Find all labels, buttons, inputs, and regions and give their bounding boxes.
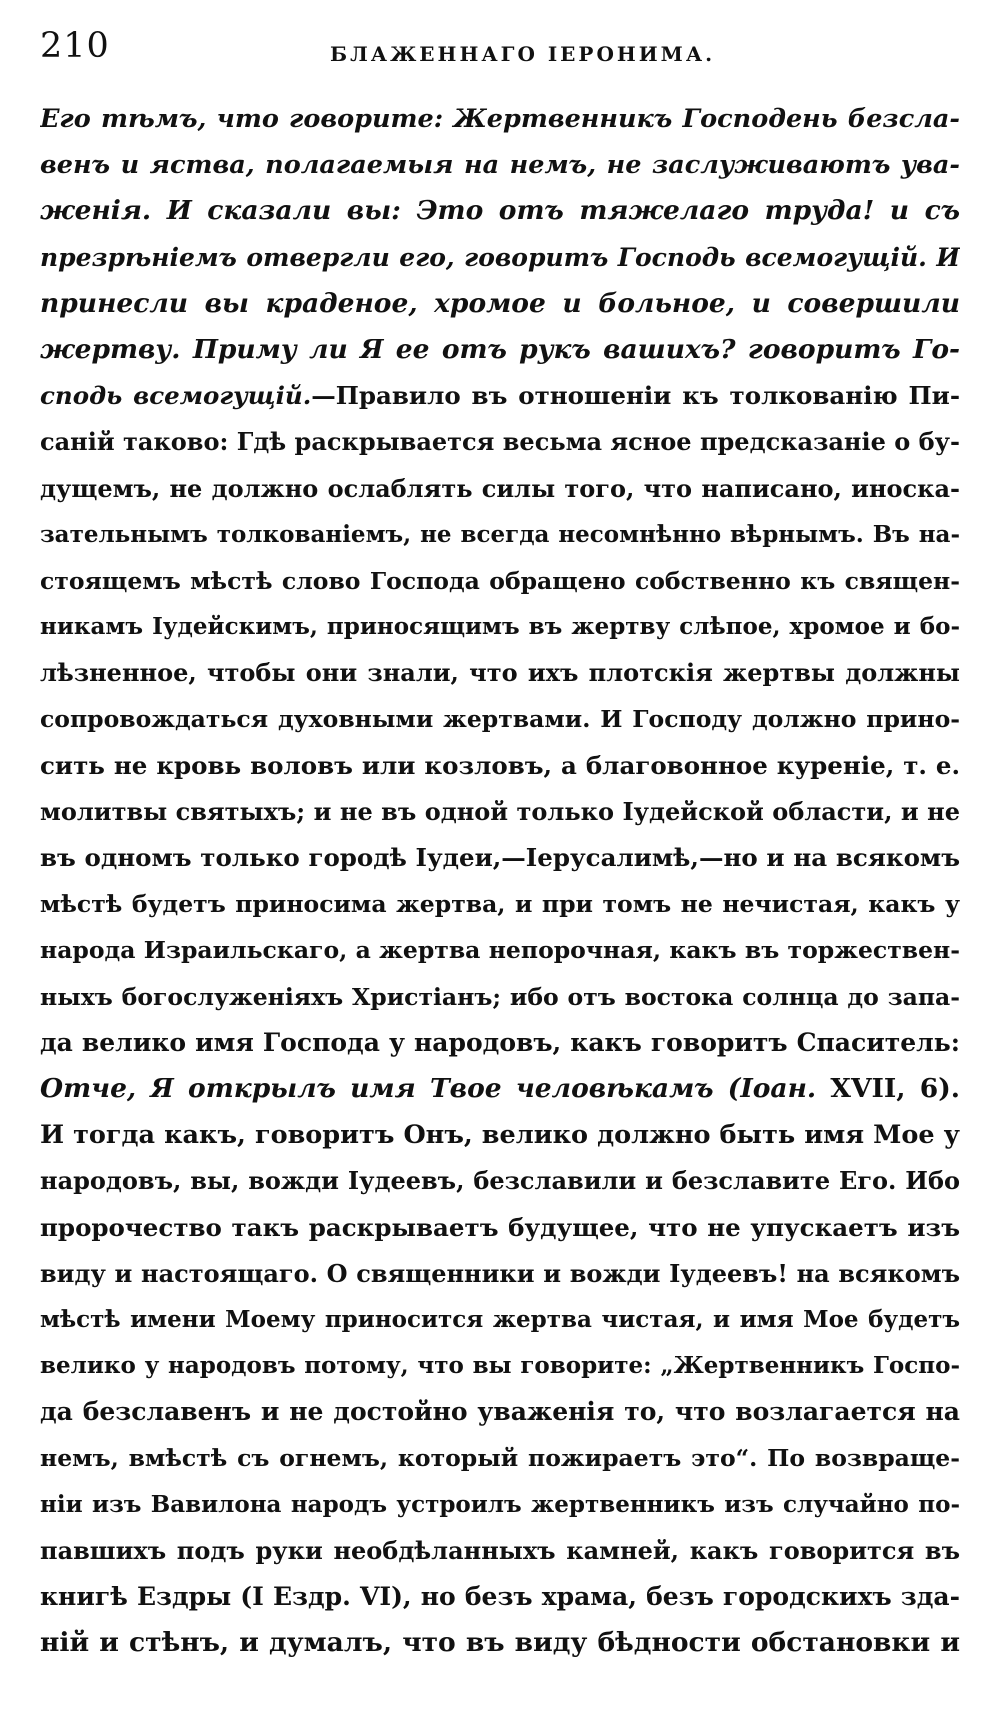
roman-text: сопровождаться духовными жертвами. И Господу должно прино- bbox=[40, 705, 960, 734]
text-line bbox=[40, 604, 960, 650]
text-line bbox=[40, 1528, 960, 1574]
text-line bbox=[40, 696, 960, 742]
running-title: БЛАЖЕННАГО ІЕРОНИМА. bbox=[330, 42, 716, 66]
roman-text: народа Израильскаго, а жертва непорочная, какъ въ торжествен- bbox=[40, 936, 960, 965]
italic-text: венъ и яства, полагаемыя на немъ, не заслуживаютъ ува- bbox=[40, 150, 960, 181]
text-line bbox=[40, 974, 960, 1020]
text-line bbox=[40, 373, 960, 419]
text-line bbox=[40, 1574, 960, 1620]
roman-text: зательнымъ толкованіемъ, не всегда несомнѣнно вѣрнымъ. Въ на- bbox=[40, 520, 960, 548]
roman-text: дущемъ, не должно ослаблять силы того, что написано, иноска- bbox=[40, 473, 960, 503]
roman-text: книгѣ Ездры (I Ездр. VI), но безъ храма, безъ городскихъ зда- bbox=[40, 1582, 960, 1611]
text-line bbox=[40, 281, 960, 327]
text-line bbox=[40, 235, 960, 281]
italic-text: женія. И сказали вы: Это отъ тяжелаго труда! и съ bbox=[40, 195, 960, 227]
roman-text: XVII, 6). bbox=[816, 1072, 960, 1104]
roman-text: мѣстѣ будетъ приносима жертва, и при томъ не нечистая, какъ у bbox=[40, 890, 960, 919]
text-line bbox=[40, 1297, 960, 1343]
roman-text: —Правило въ отношеніи къ толкованію Пи- bbox=[311, 381, 960, 411]
roman-text: стоящемъ мѣстѣ слово Господа обращено собственно къ священ- bbox=[40, 566, 960, 595]
roman-text: въ одномъ только городѣ Іудеи,—Іерусалимѣ,—но и на всякомъ bbox=[40, 843, 960, 872]
text-line bbox=[40, 1066, 960, 1112]
text-line bbox=[40, 1435, 960, 1481]
roman-text: пророчество такъ раскрываетъ будущее, что не упускаетъ изъ bbox=[40, 1212, 960, 1242]
text-line bbox=[40, 188, 960, 234]
italic-text: принесли вы краденое, хромое и больное, и совершили bbox=[40, 287, 960, 319]
roman-text: мѣстѣ имени Моему приносится жертва чистая, и имя Мое будетъ bbox=[40, 1305, 960, 1333]
text-line bbox=[40, 789, 960, 835]
text-line bbox=[40, 466, 960, 512]
text-line bbox=[40, 1251, 960, 1297]
roman-text: немъ, вмѣстѣ съ огнемъ, который пожираетъ это“. По возвраще- bbox=[40, 1444, 960, 1473]
page-number: 210 bbox=[40, 26, 110, 66]
italic-text: Отче, Я открылъ имя Твое человѣкамъ (Іоан. bbox=[40, 1072, 817, 1104]
text-line bbox=[40, 558, 960, 604]
roman-text: ніи изъ Вавилона народъ устроилъ жертвенникъ изъ случайно по- bbox=[40, 1490, 960, 1518]
roman-text: никамъ Іудейскимъ, приносящимъ въ жертву слѣпое, хромое и бо- bbox=[40, 613, 960, 641]
text-line bbox=[40, 1389, 960, 1435]
roman-text: да безславенъ и не достойно уваженія то, что возлагается на bbox=[40, 1397, 960, 1427]
text-line bbox=[40, 1205, 960, 1251]
roman-text: да велико имя Господа у народовъ, какъ говоритъ Спаситель: bbox=[40, 1027, 960, 1057]
roman-text: молитвы святыхъ; и не въ одной только Іудейской области, и не bbox=[40, 796, 960, 826]
body-text bbox=[40, 96, 960, 1666]
text-line bbox=[40, 1620, 960, 1666]
italic-text: жертву. Приму ли Я ее отъ рукъ вашихъ? говоритъ Го- bbox=[40, 333, 960, 365]
roman-text: сить не кровь воловъ или козловъ, а благовонное куреніе, т. е. bbox=[40, 750, 960, 780]
text-line bbox=[40, 512, 960, 558]
text-line bbox=[40, 1020, 960, 1066]
text-line bbox=[40, 881, 960, 927]
roman-text: ныхъ богослуженіяхъ Христіанъ; ибо отъ востока солнца до запа- bbox=[40, 982, 960, 1011]
italic-text: презрѣніемъ отвергли его, говоритъ Господь всемогущій. И bbox=[40, 242, 960, 272]
text-line bbox=[40, 419, 960, 465]
roman-text: павшихъ подъ руки необдѣланныхъ камней, какъ говорится въ bbox=[40, 1535, 960, 1565]
text-line bbox=[40, 1158, 960, 1204]
text-line bbox=[40, 927, 960, 973]
text-line bbox=[40, 1482, 960, 1528]
text-line bbox=[40, 327, 960, 373]
text-line bbox=[40, 835, 960, 881]
text-line bbox=[40, 142, 960, 188]
roman-text: народовъ, вы, вожди Іудеевъ, безславили и безславите Его. Ибо bbox=[40, 1166, 960, 1196]
roman-text: саній таково: Гдѣ раскрывается весьма ясное предсказаніе о бу- bbox=[40, 427, 960, 457]
page-header bbox=[40, 22, 960, 72]
roman-text: И тогда какъ, говоритъ Онъ, велико должно быть имя Мое у bbox=[40, 1120, 960, 1151]
roman-text: ній и стѣнъ, и думалъ, что въ виду бѣдности обстановки и bbox=[40, 1627, 960, 1659]
text-line bbox=[40, 96, 960, 142]
roman-text: лѣзненное, чтобы они знали, что ихъ плотскія жертвы должны bbox=[40, 658, 960, 688]
text-line bbox=[40, 743, 960, 789]
italic-text: Его тѣмъ, что говорите: Жертвенникъ Господень безсла- bbox=[40, 104, 960, 134]
italic-text: сподь всемогущій. bbox=[40, 381, 312, 411]
roman-text: велико у народовъ потому, что вы говорите: „Жертвенникъ Госпо- bbox=[40, 1352, 960, 1380]
text-line bbox=[40, 1112, 960, 1158]
roman-text: виду и настоящаго. О священники и вожди Іудеевъ! на всякомъ bbox=[40, 1258, 960, 1288]
text-line bbox=[40, 650, 960, 696]
text-line bbox=[40, 1343, 960, 1389]
